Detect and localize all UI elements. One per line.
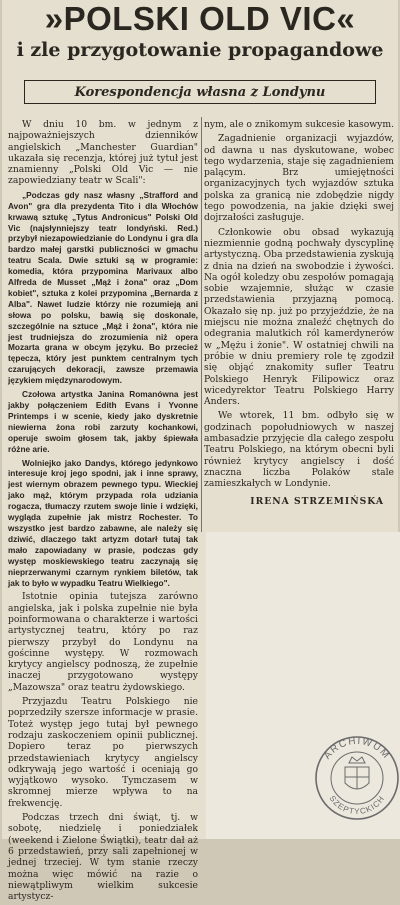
headline-title: »POLSKI OLD VIC«	[44, 0, 356, 37]
article-paragraph: Istotnie opinia tutejsza zarówno angielska, jak i polska zupełnie nie była poinformowana o charakterze i wartości artystycznej teatru, który po raz pierwszy przybył do Londynu na gościnne występy. W rozmowach krytycy angielscy podnoszą, że zupełnie inaczej przygotowano występy „Mazowsza" oraz teatru żydowskiego.	[8, 591, 198, 693]
article-paragraph: Wolniejko jako Dandys, którego jedynkowo interesuje kroj jego spodni, jak i inne sprawy, jest wiernym obrazem pewnego typu. Wieckiej jako mąż, którym przypada rola udziania rogacza, tłumaczy rzutem swoje linie i wdzięki, wygląda zupełnie jak mistrz Rochester. To wszystko jest bardzo zabawne, ale należy się dziwić, dlaczego takt artyzm dotarł tutaj tak mało zapowiadany w prasie, podczas gdy występ moskiewskiego teatru zaczynają się nieprzerwanymi czarnym rynkiem biletów, tak jak to było w wypadku Teatru Wielkiego".	[8, 457, 198, 588]
stamp-bottom-text: SZEPTYCKICH	[327, 793, 387, 817]
column-divider	[201, 117, 202, 532]
correspondence-banner: Korespondencja własna z Londynu	[24, 80, 376, 104]
article-paragraph: W dniu 10 bm. w jednym z najpoważniejszych dzienników angielskich „Manchester Guardian" ukazała się recenzja, której już tytuł jest znamienny „Polski Old Vic — nie zapowiedziany teatr w Scali":	[8, 119, 198, 187]
newspaper-clipping	[2, 0, 398, 903]
article-paragraph: Przyjazdu Teatru Polskiego nie poprzedziły szersze informacje w prasie. Toteż występ jego tutaj był pewnego rodzaju zaskoczeniem opinii publicznej. Dopiero teraz po pierwszych przedstawieniach krytycy angielscy odkrywają jego wartość i oceniają go wyjątkowo wysoko. Tymczasem w skromnej mierze wpływa to na frekwencję.	[8, 696, 198, 809]
article-paragraph: „Podczas gdy nasz własny „Strafford and Avon" gra dla prezydenta Tito i dla Włochów krwawą sztukę „Tytus Andronicus" Polski Old Vic (najsłynniejszy teatr londyński. Red.) przybył niezapowiedzianie do Londynu i gra dla bardzo małej garstki publiczności w gmachu teatru Scala. Dwie sztuki są w programie: komedia, która przypomina Marivaux albo Alfreda de Musset „Mąż i żona" oraz „Dom kobiet", sztuka z kolei przypomina „Bernarda z Alba". Nawet ludzie którzy nie rozumieją ani słowa po polsku, bawią się doskonale, szczególnie na sztuce „Mąż i żona", która nie jest trudniejsza do zrozumienia niż opera Mozarta grana w obcym języku. Bo przecież tępecza, który jest punktem centralnym tych czarujących dekoracji, zawsze przemawia językiem międzynarodowym.	[8, 189, 198, 386]
stamp-top-text: ARCHIWUM	[321, 735, 393, 762]
article-paragraph: Zagadnienie organizacji wyjazdów, od dawna u nas dyskutowane, wobec tego wydarzenia, staje się zagadnieniem palącym. Brz umiejętności organizacyjnych tych wyjazdów sztuka polska za granicą nie zdobędzie nigdy tego powodzenia, na jakie dzięki swej dojrzałości zasługuje.	[204, 133, 394, 224]
article-paragraph: nym, ale o znikomym sukcesie kasowym.	[204, 119, 394, 130]
headline-subtitle: i zle przygotowanie propagandowe	[16, 39, 384, 61]
archive-stamp-icon	[314, 735, 400, 821]
article-paragraph: Czołowa artystka Janina Romanówna jest jakby połączeniem Edith Evans i Yvonne Printemps i w scenie, kiedy jako dyskretnie niewierna żona robi zarzuty kochankowi, operuje swoim głosem tak, jakby śpiewała różne arie.	[8, 389, 198, 454]
article-paragraph: We wtorek, 11 bm. odbyło się w godzinach popołudniowych w naszej ambasadzie przyjęcie dla całego zespołu Teatru Polskiego, na którym obecni byli również krytycy angielscy i dość znaczna liczba Polaków stale zamieszkałych w Londynie.	[204, 410, 394, 490]
article-column-right	[204, 119, 394, 507]
article-paragraph: Członkowie obu obsad wykazują niezmiennie godną pochwały dyscyplinę artystyczną. Oba przedstawienia zyskują z dnia na dzień na swobodzie i żywości. Na ogół koledzy obu zespołów pomagają sobie wzajemnie, służąc w czasie przedstawienia przyjazną pomocą. Okazało się np. już po przyjeździe, że na miejscu nie można znaleźć chętnych do odegrania malutkich ról kamerdynerów w „Mężu i żonie". W ostatniej chwili na próbie w dniu premiery role tę zgodził się objąć znakomity sufler Teatru Polskiego Henryk Filipowicz oraz wicedyrektor Teatru Polskiego Harry Anders.	[204, 226, 394, 408]
svg-text:ARCHIWUM	[322, 736, 392, 762]
article-column-left	[8, 119, 198, 905]
author-signature: IRENA STRZEMIŃSKA	[250, 495, 384, 507]
article-paragraph: Podczas trzech dni świąt, tj. w sobotę, niedzielę i poniedziałek (weekend i Zielone Świątki), teatr dał aż 6 przedstawień, przy sali zapełnionej w jednej trzeciej. W tym stanie rzeczy można więc mówić na razie o niewątpliwym wielkim sukcesie artystycz-	[8, 812, 198, 903]
